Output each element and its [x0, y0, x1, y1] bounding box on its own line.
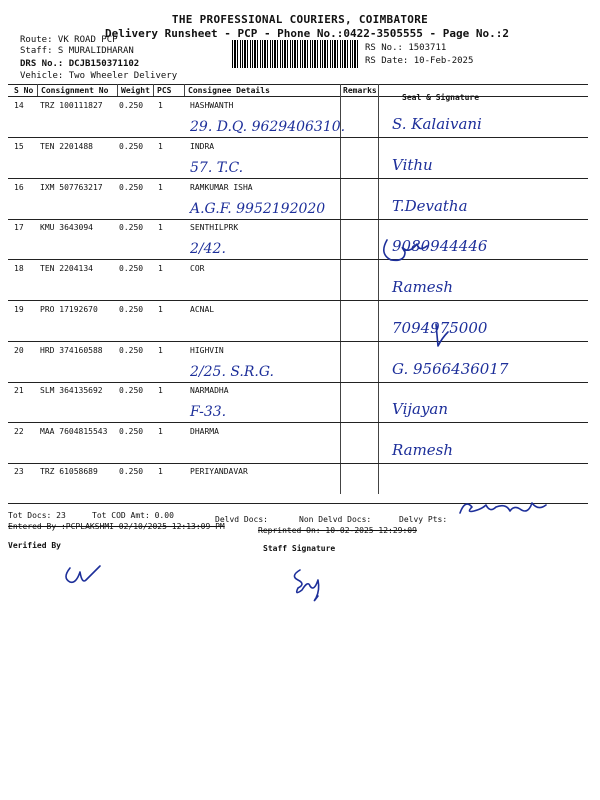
- row-pcs: 1: [158, 467, 163, 476]
- row-sno: 15: [14, 142, 24, 151]
- tot-docs: Tot Docs: 23: [8, 511, 66, 520]
- row-consignee-name: NARMADHA: [190, 386, 229, 395]
- row-sno: 17: [14, 223, 24, 232]
- staff-signature-label: Staff Signature: [263, 544, 336, 553]
- row-weight: 0.250: [119, 346, 144, 355]
- row-signature: Ramesh: [392, 278, 454, 296]
- row-weight: 0.250: [119, 142, 144, 151]
- non-delivered-docs: Non Delvd Docs:: [299, 515, 372, 524]
- row-weight: 0.250: [119, 467, 144, 476]
- seal-scribble: [384, 240, 427, 260]
- row-consignment-no: TEN 2204134: [40, 264, 93, 273]
- staff-label: Staff: S MURALIDHARAN: [20, 46, 134, 56]
- row-pcs: 1: [158, 264, 163, 273]
- col-header-sno: S No: [14, 86, 34, 95]
- tot-cod-amount: Tot COD Amt: 0.00: [92, 511, 174, 520]
- row-consignment-no: MAA 7604815543: [40, 427, 108, 436]
- row-signature: 9080944446: [392, 237, 488, 255]
- row-consignee-name: COR: [190, 264, 205, 273]
- entered-by: Entered By :PCPLAKSHMI 02/10/2025 12:13:09 PM: [8, 522, 225, 531]
- row-consignment-no: TRZ 61058689: [40, 467, 98, 476]
- col-header-consignment: Consignment No: [41, 86, 109, 95]
- row-pcs: 1: [158, 101, 163, 110]
- staff-signature: [294, 570, 318, 601]
- col-header-remarks: Remarks: [343, 86, 377, 95]
- verified-by-label: Verified By: [8, 541, 61, 550]
- row-sno: 19: [14, 305, 24, 314]
- row-weight: 0.250: [119, 264, 144, 273]
- row-consignment-no: TRZ 100111827: [40, 101, 103, 110]
- row-handwritten-note: 57. T.C.: [190, 160, 244, 176]
- row-handwritten-note: F-33.: [190, 404, 227, 420]
- rs-number: RS No.: 1503711: [365, 43, 447, 53]
- row-consignee-name: DHARMA: [190, 427, 219, 436]
- row-sno: 16: [14, 183, 24, 192]
- runsheet-title: Delivery Runsheet - PCP - Phone No.:0422-3505555 - Page No.:2: [105, 27, 509, 40]
- row-consignment-no: HRD 374160588: [40, 346, 103, 355]
- row-weight: 0.250: [119, 427, 144, 436]
- col-header-weight: Weight: [121, 86, 150, 95]
- seal-tick-mark: [436, 324, 448, 346]
- rs-date: RS Date: 10-Feb-2025: [365, 56, 474, 66]
- route-label: Route: VK ROAD PCP: [20, 35, 118, 45]
- row-sno: 22: [14, 427, 24, 436]
- col-header-seal: Seal & Signature: [402, 93, 480, 102]
- row-consignment-no: TEN 2201488: [40, 142, 93, 151]
- row-pcs: 1: [158, 183, 163, 192]
- row-signature: T.Devatha: [392, 197, 468, 215]
- row-weight: 0.250: [119, 101, 144, 110]
- row-consignee-name: HASHWANTH: [190, 101, 234, 110]
- row-weight: 0.250: [119, 386, 144, 395]
- row-pcs: 1: [158, 386, 163, 395]
- row-consignment-no: IXM 507763217: [40, 183, 103, 192]
- row-pcs: 1: [158, 305, 163, 314]
- row-consignment-no: PRO 17192670: [40, 305, 98, 314]
- row-pcs: 1: [158, 346, 163, 355]
- row-signature: Ramesh: [392, 441, 454, 459]
- row-pcs: 1: [158, 223, 163, 232]
- row-consignment-no: KMU 3643094: [40, 223, 93, 232]
- row-weight: 0.250: [119, 183, 144, 192]
- delivery-points: Delvy Pts:: [399, 515, 448, 524]
- row-weight: 0.250: [119, 223, 144, 232]
- row-consignee-name: RAMKUMAR ISHA: [190, 183, 253, 192]
- row-weight: 0.250: [119, 305, 144, 314]
- row-consignee-name: INDRA: [190, 142, 215, 151]
- row-pcs: 1: [158, 142, 163, 151]
- row-sno: 23: [14, 467, 24, 476]
- col-header-consignee: Consignee Details: [188, 86, 270, 95]
- company-name: THE PROFESSIONAL COURIERS, COIMBATORE: [171, 13, 429, 26]
- row-signature: Vijayan: [392, 400, 449, 418]
- row-consignee-name: SENTHILPRK: [190, 223, 239, 232]
- row-sno: 18: [14, 264, 24, 273]
- row-handwritten-note: 29. D.Q. 9629406310.: [190, 119, 346, 135]
- row-sno: 14: [14, 101, 24, 110]
- row-consignee-name: ACNAL: [190, 305, 215, 314]
- row-sno: 21: [14, 386, 24, 395]
- row-consignment-no: SLM 364135692: [40, 386, 103, 395]
- row23-signature-scribble: [460, 503, 546, 513]
- row-consignee-name: PERIYANDAVAR: [190, 467, 248, 476]
- row-signature: 7094975000: [392, 319, 488, 337]
- drs-number: DRS No.: DCJB150371102: [20, 59, 140, 69]
- row-signature: S. Kalaivani: [392, 115, 482, 133]
- row-handwritten-note: A.G.F. 9952192020: [190, 201, 326, 217]
- row-signature: Vithu: [392, 156, 433, 174]
- delivered-docs: Delvd Docs:: [215, 515, 268, 524]
- row-handwritten-note: 2/42.: [190, 241, 226, 257]
- reprinted-on: Reprinted On: 10-02-2025 12:29:09: [258, 526, 417, 535]
- col-header-pcs: PCS: [157, 86, 172, 95]
- row-signature: G. 9566436017: [392, 360, 509, 378]
- vehicle-label: Vehicle: Two Wheeler Delivery: [20, 71, 178, 81]
- row-pcs: 1: [158, 427, 163, 436]
- verified-by-signature: [66, 566, 100, 582]
- row-sno: 20: [14, 346, 24, 355]
- row-consignee-name: HIGHVIN: [190, 346, 224, 355]
- row-handwritten-note: 2/25. S.R.G.: [190, 364, 275, 380]
